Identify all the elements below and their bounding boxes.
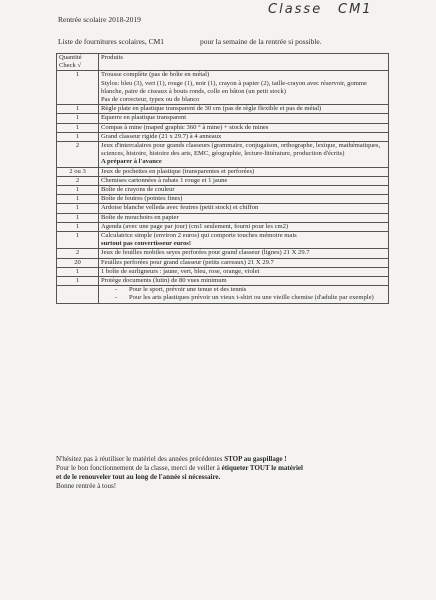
products-header: Produits	[99, 54, 389, 71]
footer-line-1	[56, 455, 386, 464]
footer-stop-waste: STOP au gaspillage !	[224, 455, 287, 463]
notes-cell	[99, 286, 389, 303]
product-line: Calculatrice simple (environ 2 euros) qui comporte touches mémoire mais	[101, 232, 297, 240]
quantity-cell: 1	[57, 213, 99, 222]
product-cell	[99, 249, 389, 258]
product-line: Feuilles perforées pour grand classeur (petits carreaux) 21 X 29.7	[101, 258, 274, 266]
table-row	[57, 222, 389, 231]
product-line: Jeux d'intercalaires pour grands classeurs (grammaire, conjugaison, orthographe, lexique, mathématiques, sciences, histoire, histoire des arts, EMC, géographie, lecture-littérature, production d'écrits)	[101, 142, 381, 158]
product-cell	[99, 195, 389, 204]
product-cell	[99, 71, 389, 105]
table-row	[57, 132, 389, 141]
product-cell	[99, 213, 389, 222]
quantity-cell: 2	[57, 176, 99, 185]
footer-line-2	[56, 464, 386, 473]
list-note: pour la semaine de la rentrée si possible.	[200, 37, 322, 46]
quantity-cell: 1	[57, 132, 99, 141]
quantity-cell: 1	[57, 195, 99, 204]
quantity-cell: 1	[57, 105, 99, 114]
product-line: Boîte de feutres (pointes fines)	[101, 195, 183, 203]
table-row	[57, 204, 389, 213]
table-header-row	[57, 54, 389, 71]
product-cell	[99, 167, 389, 176]
handwritten-level-label: CM1	[338, 2, 373, 17]
supplies-rows	[57, 71, 389, 286]
product-line: Agenda (avec une page par jour) (cm1 seulement, fourni pour les cm2)	[101, 222, 289, 230]
supplies-table	[56, 53, 389, 304]
quantity-cell: 1	[57, 222, 99, 231]
footer-reuse-text: N'hésitez pas à réutiliser le matériel des années précédentes	[56, 455, 225, 463]
product-line: Grand classeur rigide (21 x 29.7) à 4 anneaux	[101, 132, 222, 140]
product-line: Jeux de feuilles mobiles seyes perforées pour grand classeur (lignes) 21 X 29.7	[101, 249, 310, 257]
quantity-cell: 1	[57, 186, 99, 195]
handwritten-class-label: Classe	[268, 2, 323, 17]
footer	[56, 455, 386, 491]
quantity-cell: 2	[57, 249, 99, 258]
quantity-cell: 1	[57, 232, 99, 249]
quantity-cell: 20	[57, 258, 99, 267]
product-emphasis: A préparer à l'avance	[101, 158, 162, 166]
table-row	[57, 71, 389, 105]
product-line: Equerre en plastique transparent	[101, 114, 187, 122]
product-cell	[99, 186, 389, 195]
list-title: Liste de fournitures scolaires, CM1	[58, 37, 165, 46]
product-line: Jeux de pochettes en plastique (transparentes et perforées)	[101, 167, 255, 175]
product-cell	[99, 114, 389, 123]
product-cell	[99, 105, 389, 114]
table-row	[57, 267, 389, 276]
product-line: Ardoise blanche velleda avec feutres (petit stock) et chiffon	[101, 204, 259, 212]
notes-qty-cell	[57, 286, 99, 303]
quantity-cell: 2	[57, 142, 99, 168]
quantity-cell: 1	[57, 123, 99, 132]
notes-row	[57, 286, 389, 303]
product-line: Compas à mine (maped graphic 360 ° à mine) + stock de mines	[101, 123, 269, 131]
product-cell	[99, 176, 389, 185]
quantity-cell: 2 ou 3	[57, 167, 99, 176]
table-row	[57, 142, 389, 168]
product-line: Règle plate en plastique transparent de 30 cm (pas de règle flexible et pas de métal)	[101, 105, 322, 113]
table-row	[57, 195, 389, 204]
footer-greeting: Bonne rentrée à tous!	[56, 482, 117, 490]
product-cell	[99, 142, 389, 168]
table-row	[57, 105, 389, 114]
product-cell	[99, 204, 389, 213]
table-row	[57, 213, 389, 222]
table-row	[57, 277, 389, 286]
product-line: Protège documents (lutin) de 80 vues minimum	[101, 277, 227, 285]
footer-label-bold: étiqueter TOUT le matériel	[221, 464, 303, 472]
product-line: Pas de correcteur, typex ou de blanco	[101, 96, 200, 104]
footer-label-text: Pour le bon fonctionnement de la classe, merci de veiller à	[56, 464, 222, 472]
footer-renew: et de le renouveler tout au long de l'année si nécessaire.	[56, 473, 221, 481]
product-cell	[99, 132, 389, 141]
product-cell	[99, 232, 389, 249]
product-line: Boîte de mouchoirs en papier	[101, 213, 179, 221]
school-year: Rentrée scolaire 2018-2019	[58, 15, 141, 24]
table-row	[57, 258, 389, 267]
table-row	[57, 167, 389, 176]
table-row	[57, 249, 389, 258]
table-row	[57, 232, 389, 249]
product-line: Boîte de crayons de couleur	[101, 186, 175, 194]
product-cell	[99, 277, 389, 286]
table-row	[57, 186, 389, 195]
table-row	[57, 114, 389, 123]
product-cell	[99, 222, 389, 231]
product-cell	[99, 258, 389, 267]
note-item: - Pour le sport, prévoir une tenue et des tennis	[129, 286, 386, 294]
quantity-cell: 1	[57, 277, 99, 286]
product-line: Stylos: bleu (3), vert (1), rouge (1), noir (1), crayon à papier (2), taille-crayon avec réservoir, gomme blanche, paire de ciseaux à bouts ronds, colle en bâton (un petit stock)	[101, 79, 367, 95]
table-row	[57, 123, 389, 132]
product-line: Chemises cartonnées à rabats 1 rouge et 1 jaune	[101, 176, 228, 184]
product-cell	[99, 123, 389, 132]
quantity-cell: 1	[57, 204, 99, 213]
quantity-header: Quantité Check √	[57, 54, 99, 71]
quantity-cell: 1	[57, 267, 99, 276]
note-item: - Pour les arts plastiques prévoir un vieux t-shirt ou une vieille chemise (d'adulte par exemple)	[129, 294, 386, 302]
notes-list	[101, 286, 386, 302]
product-emphasis: surtout pas convertisseur euros!	[101, 240, 192, 248]
table-row	[57, 176, 389, 185]
quantity-cell: 1	[57, 114, 99, 123]
product-cell	[99, 267, 389, 276]
product-line: 1 boîte de surligneurs : jaune, vert, bleu, rose, orange, violet	[101, 267, 260, 275]
quantity-cell: 1	[57, 71, 99, 105]
product-line: Trousse complète (pas de boîte en métal)	[101, 71, 210, 79]
